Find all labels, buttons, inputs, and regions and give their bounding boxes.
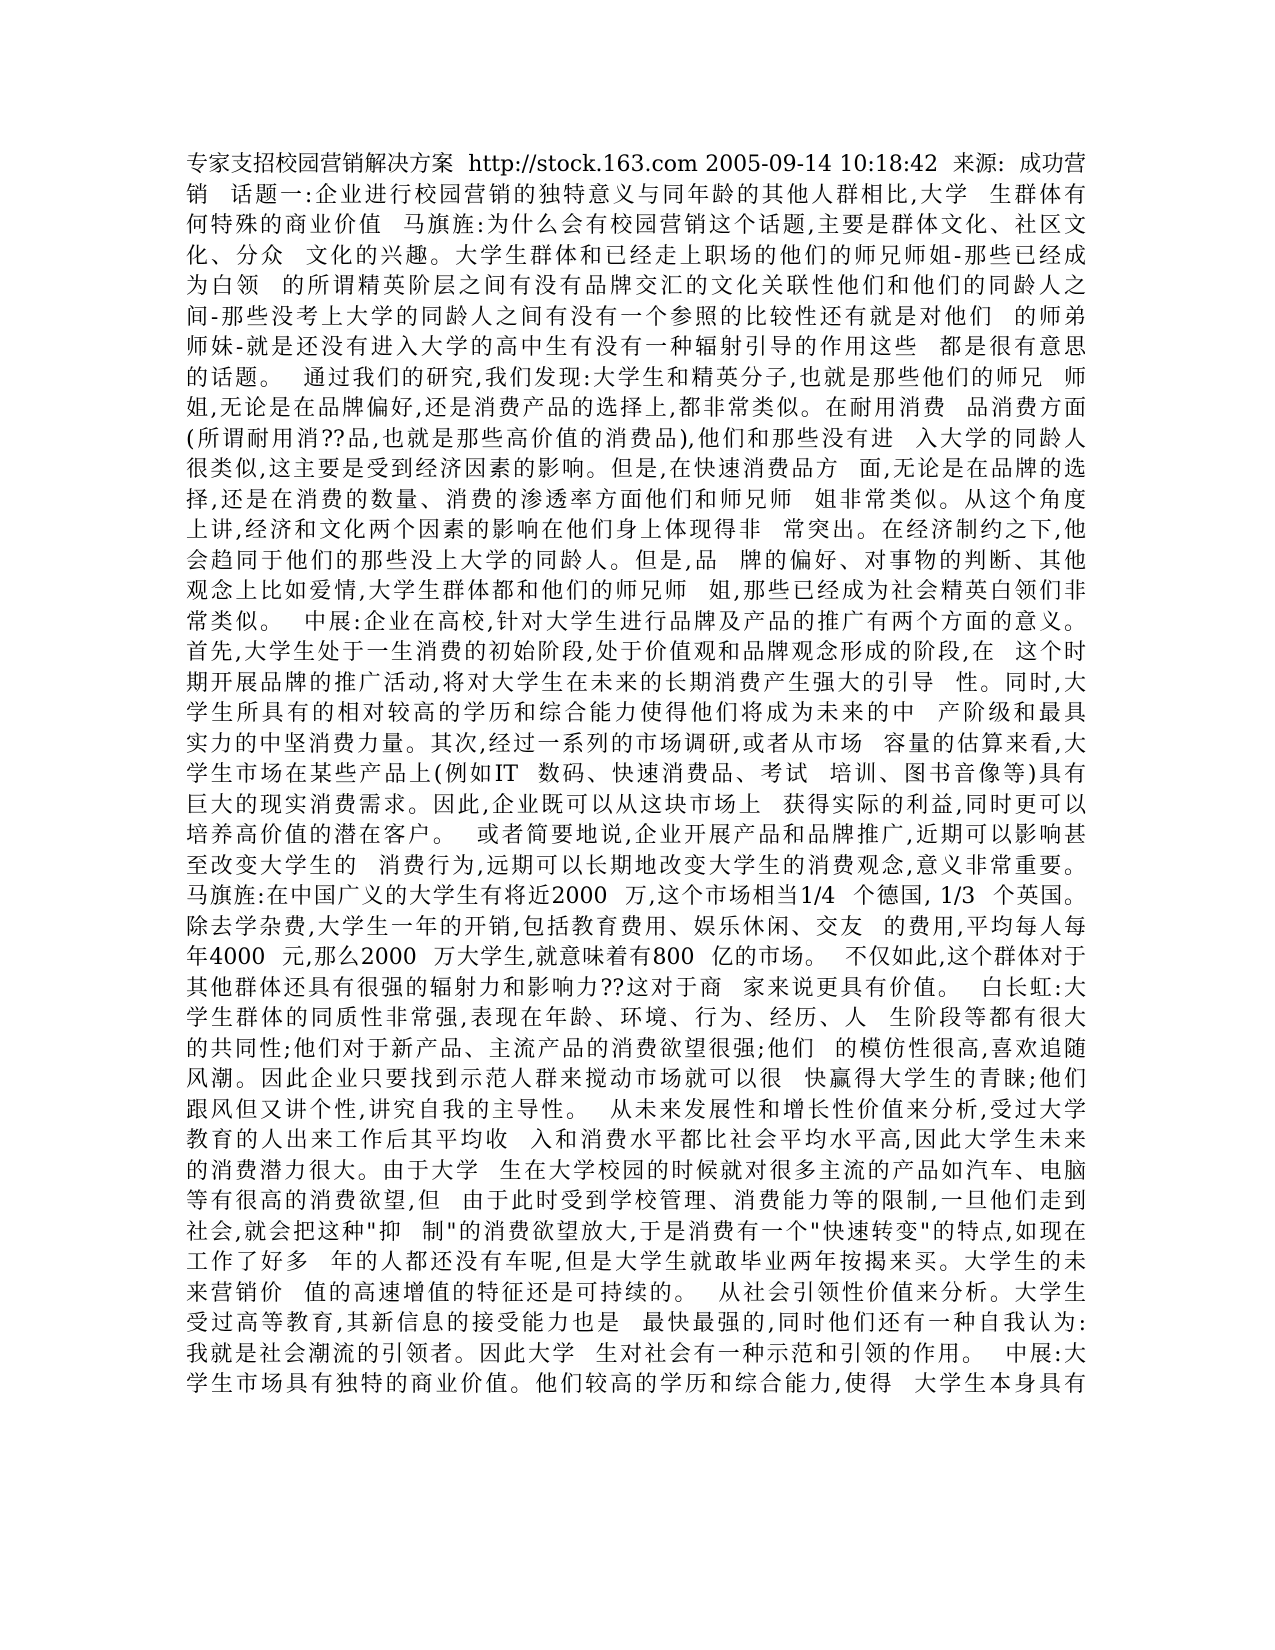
text-line: 培养高价值的潜在客户。 或者简要地说,企业开展产品和品牌推广,近期可以影响甚 [186, 823, 1086, 848]
text-line: 期开展品牌的推广活动,将对大学生在未来的长期消费产生强大的引导 性。同时,大 [186, 670, 1086, 696]
text-line: 很类似,这主要是受到经济因素的影响。但是,在快速消费品方 面,无论是在品牌的选 [186, 457, 1086, 482]
text-line: 择,还是在消费的数量、消费的渗透率方面他们和师兄师 姐非常类似。从这个角度 [186, 487, 1086, 513]
text-line: 姐,无论是在品牌偏好,还是消费产品的选择上,都非常类似。在耐用消费 品消费方面 [186, 396, 1086, 421]
text-line: 观念上比如爱情,大学生群体都和他们的师兄师 姐,那些已经成为社会精英白领们非 [186, 579, 1086, 604]
text-line: 跟风但又讲个性,讲究自我的主导性。 从未来发展性和增长性价值来分析,受过大学 [186, 1097, 1086, 1123]
text-line: 间-那些没考上大学的同龄人之间有没有一个参照的比较性还有就是对他们 的师弟 [186, 304, 1086, 330]
text-line: 的话题。 通过我们的研究,我们发现:大学生和精英分子,也就是那些他们的师兄 师 [186, 365, 1086, 391]
text-line: 马旗旌:在中国广义的大学生有将近2000 万,这个市场相当1/4 个德国, 1/3 个英国。 [186, 884, 1086, 909]
text-line: 的消费潜力很大。由于大学 生在大学校园的时候就对很多主流的产品如汽车、电脑 [186, 1158, 1086, 1184]
text-line: 实力的中坚消费力量。其次,经过一系列的市场调研,或者从市场 容量的估算来看,大 [186, 731, 1086, 757]
text-line: 化、分众 文化的兴趣。大学生群体和已经走上职场的他们的师兄师姐-那些已经成 [186, 243, 1086, 269]
text-line: 学生市场具有独特的商业价值。他们较高的学历和综合能力,使得 大学生本身具有 [186, 1372, 1086, 1397]
text-line: (所谓耐用消??品,也就是那些高价值的消费品),他们和那些没有进 入大学的同龄人 [186, 426, 1086, 452]
text-line: 的共同性;他们对于新产品、主流产品的消费欲望很强;他们 的模仿性很高,喜欢追随 [186, 1036, 1086, 1062]
text-line: 首先,大学生处于一生消费的初始阶段,处于价值观和品牌观念形成的阶段,在 这个时 [186, 640, 1086, 665]
text-line: 来营销价 值的高速增值的特征还是可持续的。 从社会引领性价值来分析。大学生 [186, 1280, 1086, 1306]
text-line: 巨大的现实消费需求。因此,企业既可以从这块市场上 获得实际的利益,同时更可以 [186, 792, 1086, 818]
text-line: 风潮。因此企业只要找到示范人群来搅动市场就可以很 快赢得大学生的青睐;他们 [186, 1067, 1086, 1092]
text-line: 会趋同于他们的那些没上大学的同龄人。但是,品 牌的偏好、对事物的判断、其他 [186, 548, 1086, 574]
text-line: 受过高等教育,其新信息的接受能力也是 最快最强的,同时他们还有一种自我认为: [186, 1311, 1086, 1336]
text-line: 学生群体的同质性非常强,表现在年龄、环境、行为、经历、人 生阶段等都有很大 [186, 1006, 1086, 1031]
text-line: 其他群体还具有很强的辐射力和影响力??这对于商 家来说更具有价值。 白长虹:大 [186, 975, 1086, 1001]
text-line: 何特殊的商业价值 马旗旌:为什么会有校园营销这个话题,主要是群体文化、社区文 [186, 213, 1086, 238]
article-body [186, 150, 1086, 1401]
text-line: 上讲,经济和文化两个因素的影响在他们身上体现得非 常突出。在经济制约之下,他 [186, 518, 1086, 543]
text-line: 除去学杂费,大学生一年的开销,包括教育费用、娱乐休闲、交友 的费用,平均每人每 [186, 914, 1086, 940]
text-line: 学生所具有的相对较高的学历和综合能力使得他们将成为未来的中 产阶级和最具 [186, 701, 1086, 726]
text-line: 我就是社会潮流的引领者。因此大学 生对社会有一种示范和引领的作用。 中展:大 [186, 1341, 1086, 1367]
text-line: 销 话题一:企业进行校园营销的独特意义与同年龄的其他人群相比,大学 生群体有 [186, 182, 1086, 208]
text-line: 为白领 的所谓精英阶层之间有没有品牌交汇的文化关联性他们和他们的同龄人之 [186, 274, 1086, 299]
text-line: 学生市场在某些产品上(例如IT 数码、快速消费品、考试 培训、图书音像等)具有 [186, 762, 1086, 787]
text-line: 教育的人出来工作后其平均收 入和消费水平都比社会平均水平高,因此大学生未来 [186, 1128, 1086, 1153]
text-line: 至改变大学生的 消费行为,远期可以长期地改变大学生的消费观念,意义非常重要。 [186, 853, 1086, 879]
text-line: 社会,就会把这种"抑 制"的消费欲望放大,于是消费有一个"快速转变"的特点,如现在 [186, 1219, 1086, 1245]
text-line: 年4000 元,那么2000 万大学生,就意味着有800 亿的市场。 不仅如此,这个群体对于 [186, 945, 1086, 970]
text-line: 专家支招校园营销解决方案 http://stock.163.com 2005-09-14 10:18:42 来源: 成功营 [186, 152, 1086, 177]
text-line: 工作了好多 年的人都还没有车呢,但是大学生就敢毕业两年按揭来买。大学生的未 [186, 1250, 1086, 1275]
text-line: 常类似。 中展:企业在高校,针对大学生进行品牌及产品的推广有两个方面的意义。 [186, 609, 1086, 635]
text-line: 师妹-就是还没有进入大学的高中生有没有一种辐射引导的作用这些 都是很有意思 [186, 335, 1086, 360]
text-line: 等有很高的消费欲望,但 由于此时受到学校管理、消费能力等的限制,一旦他们走到 [186, 1189, 1086, 1214]
